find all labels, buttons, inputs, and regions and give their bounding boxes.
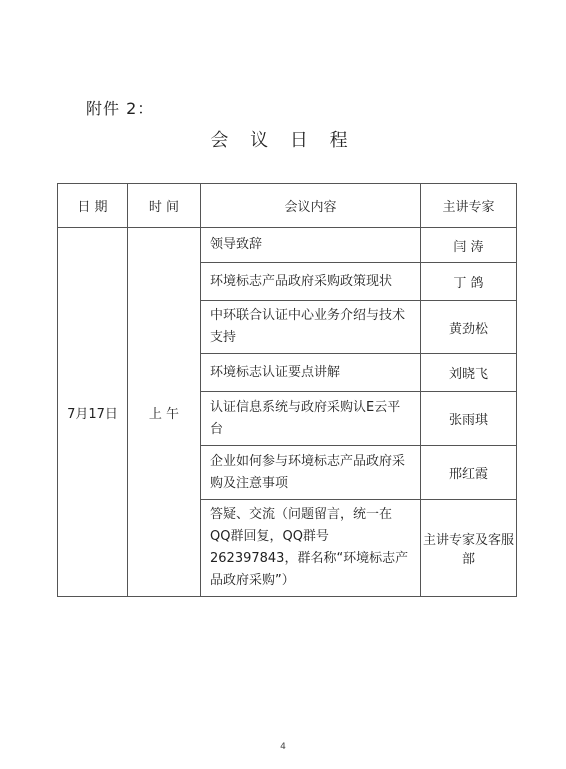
header-date: 日 期 (58, 184, 128, 228)
content-cell: 领导致辞 (201, 228, 421, 263)
speaker-cell: 闫 涛 (421, 228, 517, 263)
time-cell: 上 午 (128, 228, 201, 597)
content-cell: 答疑、交流（问题留言，统一在QQ群回复，QQ群号 262397843，群名称“环境标志产品政府采购”） (201, 500, 421, 597)
content-cell: 企业如何参与环境标志产品政府采购及注意事项 (201, 446, 421, 500)
page-number: 4 (280, 742, 286, 752)
header-content: 会议内容 (201, 184, 421, 228)
content-cell: 认证信息系统与政府采购认E云平台 (201, 392, 421, 446)
content-cell: 环境标志认证要点讲解 (201, 354, 421, 392)
speaker-cell: 刘晓飞 (421, 354, 517, 392)
speaker-cell: 邢红霞 (421, 446, 517, 500)
schedule-table (57, 183, 517, 597)
attachment-label: 附件 2： (86, 99, 155, 118)
content-cell: 中环联合认证中心业务介绍与技术支持 (201, 301, 421, 354)
speaker-cell: 主讲专家及客服部 (421, 500, 517, 597)
speaker-cell: 丁 鸽 (421, 263, 517, 301)
speaker-cell: 张雨琪 (421, 392, 517, 446)
header-time: 时 间 (128, 184, 201, 228)
speaker-cell: 黄劲松 (421, 301, 517, 354)
page-title: 会 议 日 程 (210, 130, 356, 151)
date-cell: 7月17日 (58, 228, 128, 597)
header-speaker: 主讲专家 (421, 184, 517, 228)
content-cell: 环境标志产品政府采购政策现状 (201, 263, 421, 301)
table-header-row (58, 184, 517, 228)
table-row (58, 228, 517, 263)
